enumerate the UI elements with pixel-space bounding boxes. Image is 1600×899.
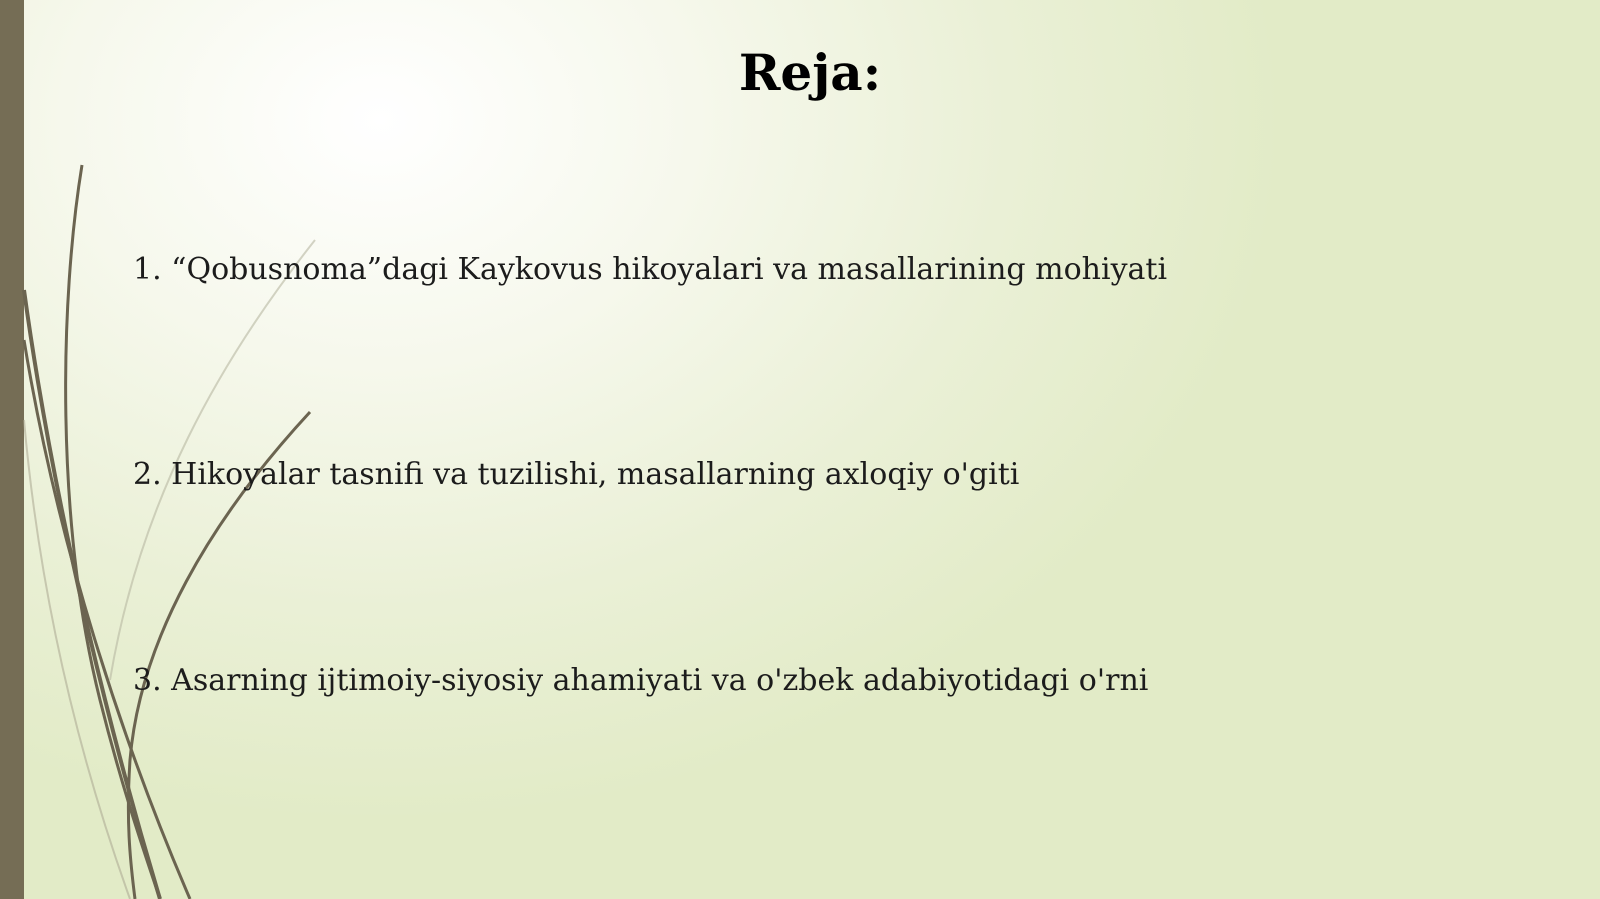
plan-item-2: 2. Hikoyalar tasnifi va tuzilishi, masallarning axloqiy o'giti	[133, 457, 1020, 492]
plan-item-3: 3. Asarning ijtimoiy-siyosiy ahamiyati va o'zbek adabiyotidagi o'rni	[133, 663, 1149, 698]
slide-title: Reja:	[738, 43, 882, 102]
grass-blades-decoration	[0, 0, 320, 899]
plan-item-1: 1. “Qobusnoma”dagi Kaykovus hikoyalari va masallarining mohiyati	[133, 252, 1168, 287]
